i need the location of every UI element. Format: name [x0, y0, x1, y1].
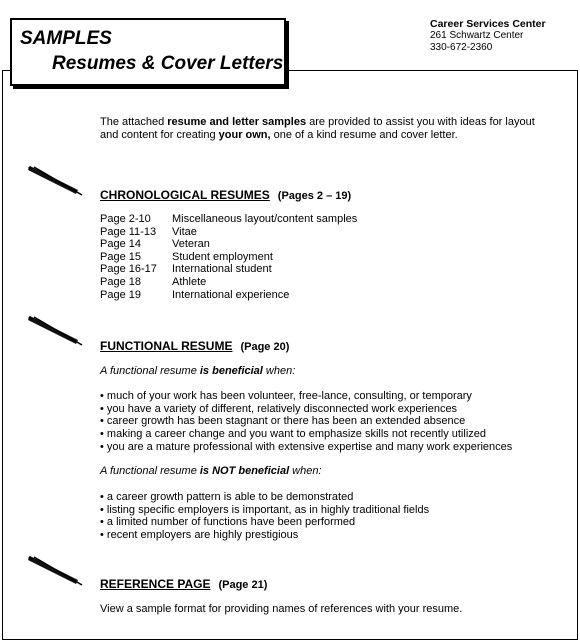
list-item: • recent employers are highly prestigious	[100, 529, 299, 542]
list-item: • you have a variety of different, relatively disconnected work experiences	[100, 402, 458, 415]
list-item: • listing specific employers is important, as in highly traditional fields	[100, 503, 430, 516]
contact-name: Career Services Center	[430, 18, 546, 30]
list-item: • making a career change and you want to emphasize skills not recently utilized	[100, 428, 486, 441]
item-page: Page 14	[100, 238, 141, 251]
pen-icon	[28, 554, 84, 588]
lead-bold: is NOT beneficial	[199, 465, 290, 477]
item-desc: International student	[172, 263, 272, 276]
title-subtitle: Resumes & Cover Letters	[52, 53, 284, 74]
reference-heading	[100, 577, 267, 591]
list-item	[100, 263, 357, 276]
beneficial-list	[100, 390, 560, 454]
not-beneficial-list	[100, 491, 560, 542]
item-page: Page 16-17	[100, 263, 157, 276]
item-desc: Athlete	[172, 275, 207, 288]
list-item	[100, 289, 357, 302]
chronological-pages: (Pages 2 – 19)	[277, 190, 352, 202]
intro-paragraph	[100, 116, 550, 142]
intro-text-1: The attached	[100, 116, 168, 128]
list-item	[100, 251, 357, 264]
lead-text: A functional resume	[100, 365, 200, 377]
title-samples: SAMPLES	[20, 28, 112, 49]
pen-icon	[28, 314, 84, 348]
reference-title: REFERENCE PAGE	[100, 577, 211, 591]
reference-text: View a sample format for providing names of references with your resume.	[100, 603, 463, 615]
chronological-heading	[100, 188, 351, 202]
not-beneficial-lead	[100, 465, 560, 478]
item-page: Page 18	[100, 275, 141, 288]
chronological-title: CHRONOLOGICAL RESUMES	[100, 188, 270, 202]
item-page: Page 19	[100, 288, 141, 301]
functional-title: FUNCTIONAL RESUME	[100, 339, 233, 353]
contact-address: 261 Schwartz Center	[430, 30, 524, 41]
page-border	[2, 70, 578, 640]
item-desc: Veteran	[172, 238, 210, 251]
list-item: • a limited number of functions have been performed	[100, 516, 356, 529]
list-item	[100, 213, 357, 226]
beneficial-lead	[100, 365, 560, 378]
intro-bold-1: resume and letter samples	[167, 116, 307, 128]
list-item	[100, 238, 357, 251]
functional-pages: (Page 20)	[240, 341, 290, 353]
list-item	[100, 276, 357, 289]
item-desc: International experience	[172, 288, 290, 301]
list-item: • much of your work has been volunteer, free-lance, consulting, or temporary	[100, 390, 472, 402]
contact-phone: 330-672-2360	[430, 42, 493, 53]
pen-icon	[28, 164, 84, 198]
chronological-list	[100, 213, 357, 301]
intro-bold-2: your own,	[218, 129, 271, 141]
list-item: • career growth has been stagnant or there has been an extended absence	[100, 415, 466, 428]
lead-tail: when:	[262, 365, 296, 377]
functional-heading	[100, 339, 289, 353]
item-desc: Student employment	[172, 250, 273, 263]
item-page: Page 15	[100, 250, 141, 263]
list-item: • you are a mature professional with extensive expertise and many work experiences	[100, 440, 513, 453]
reference-pages: (Page 21)	[218, 579, 268, 591]
item-page: Page 11-13	[100, 225, 157, 238]
intro-text-3: one of a kind resume and cover letter.	[270, 129, 458, 141]
lead-text: A functional resume	[100, 465, 200, 477]
intro-text-2: are provided to assist you with ideas for layout and content for creating	[100, 116, 535, 141]
list-item: • a career growth pattern is able to be demonstrated	[100, 491, 354, 503]
item-page: Page 2-10	[100, 213, 151, 225]
lead-tail: when:	[289, 465, 322, 477]
item-desc: Vitae	[172, 225, 197, 238]
list-item	[100, 226, 357, 239]
item-desc: Miscellaneous layout/content samples	[172, 213, 358, 225]
contact-block	[430, 18, 546, 54]
title-box	[10, 18, 286, 86]
lead-bold: is beneficial	[199, 365, 263, 377]
